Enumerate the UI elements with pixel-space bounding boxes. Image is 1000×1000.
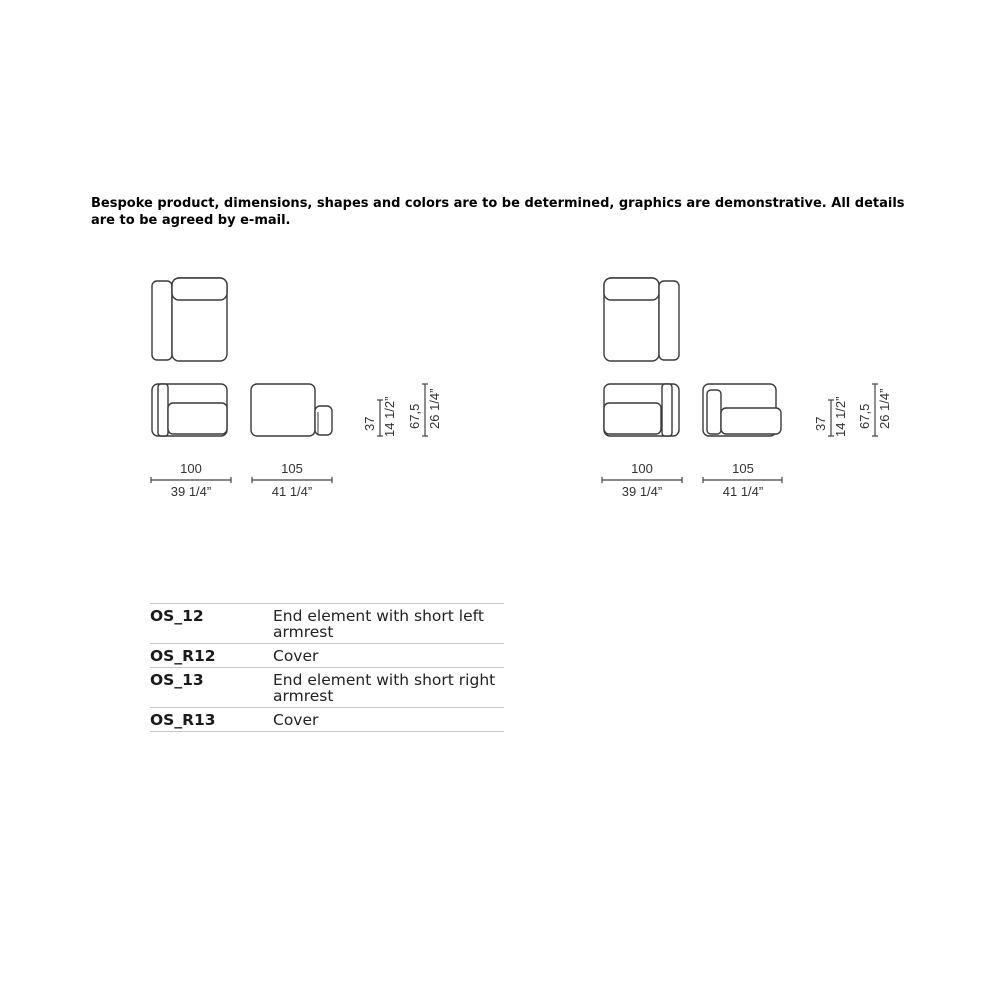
table-row (150, 708, 504, 732)
right-front-cushion (604, 403, 661, 434)
left-height-dims (362, 384, 442, 437)
right-seat-height-cm: 37 (813, 416, 828, 431)
right-front-armrest (662, 384, 672, 436)
left-width-side-in: 41 1/4” (271, 484, 313, 499)
right-width-side-in: 41 1/4” (722, 484, 764, 499)
spec-code: OS_13 (150, 668, 273, 708)
spec-code: OS_12 (150, 604, 273, 644)
spec-table (150, 603, 504, 732)
right-width-side-cm: 105 (732, 461, 754, 476)
left-front-cushion (168, 403, 227, 434)
right-front-view (604, 384, 679, 436)
right-side-armrest (707, 390, 721, 434)
right-top-backrest (604, 278, 659, 300)
left-total-height-cm: 67,5 (407, 403, 422, 429)
left-seat-height-in: 14 1/2” (382, 396, 397, 437)
spec-description: End element with short right armrest (273, 668, 504, 708)
right-width-dim-side (703, 461, 782, 499)
right-top-armrest (659, 281, 679, 360)
disclaimer-text: Bespoke product, dimensions, shapes and colors are to be determined, graphics are demonstrative. All details are to be agreed by e-mail. (91, 196, 905, 228)
table-row (150, 604, 504, 644)
spec-code: OS_R12 (150, 644, 273, 668)
right-top-view (604, 278, 679, 361)
left-width-front-in: 39 1/4” (170, 484, 212, 499)
left-front-view (152, 384, 227, 436)
right-seat-height-in: 14 1/2” (833, 396, 848, 437)
left-width-dim-side (252, 461, 332, 499)
right-height-dims (813, 384, 892, 437)
spec-description: Cover (273, 644, 504, 668)
left-width-dim-front (151, 461, 231, 499)
right-side-seat (721, 408, 781, 434)
left-width-front-cm: 100 (180, 461, 202, 476)
table-row (150, 668, 504, 708)
right-width-dim-front (602, 461, 682, 499)
spec-description: End element with short left armrest (273, 604, 504, 644)
left-side-back (251, 384, 315, 436)
spec-description: Cover (273, 708, 504, 732)
left-seat-height-cm: 37 (362, 416, 377, 431)
left-top-backrest (172, 278, 227, 300)
left-top-armrest (152, 281, 172, 360)
spec-code: OS_R13 (150, 708, 273, 732)
left-total-height-in: 26 1/4” (427, 388, 442, 429)
right-width-front-in: 39 1/4” (621, 484, 663, 499)
table-row (150, 644, 504, 668)
left-top-view (152, 278, 227, 361)
left-front-armrest (158, 384, 168, 436)
left-side-view (251, 384, 332, 436)
right-width-front-cm: 100 (631, 461, 653, 476)
right-total-height-cm: 67,5 (857, 403, 872, 429)
left-width-side-cm: 105 (281, 461, 303, 476)
right-side-view (703, 384, 781, 436)
right-total-height-in: 26 1/4” (877, 388, 892, 429)
